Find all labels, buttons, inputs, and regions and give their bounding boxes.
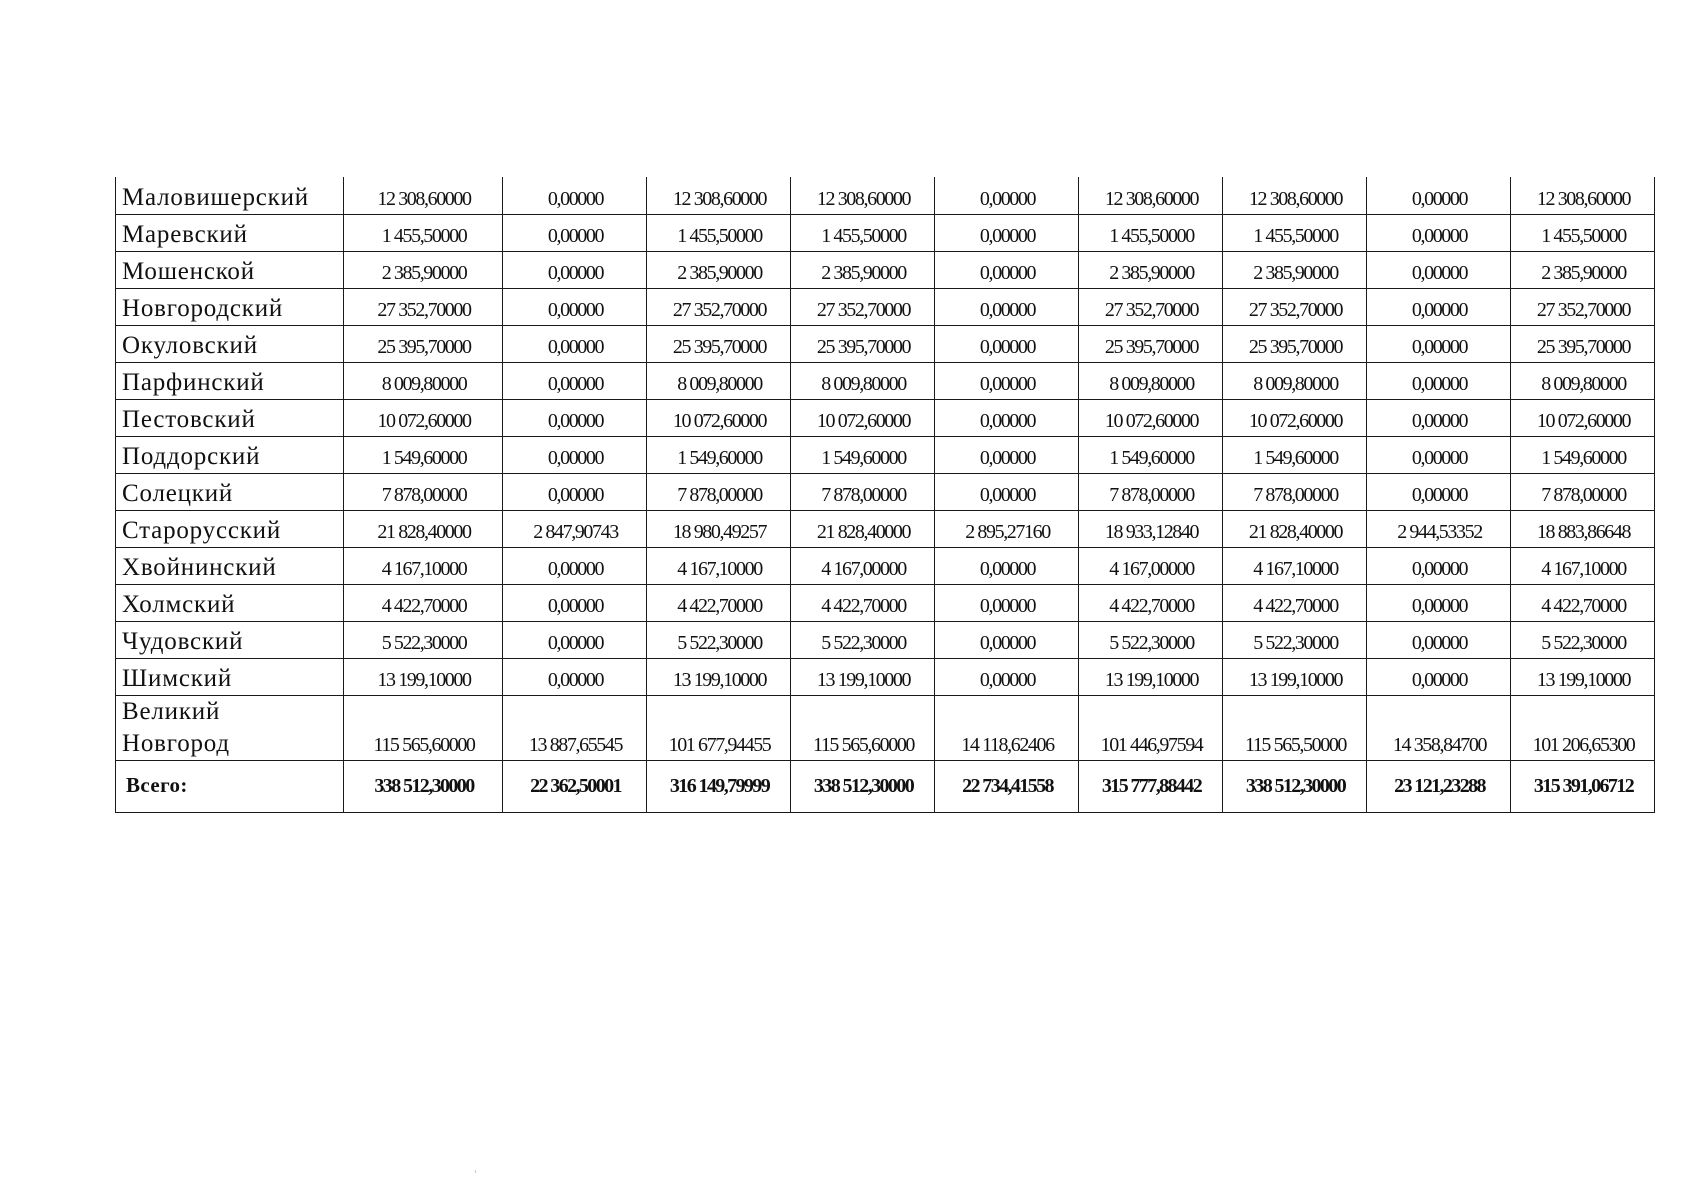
value-cell: 27 352,70000 (1511, 288, 1655, 325)
value-cell: 4 167,10000 (647, 547, 791, 584)
table-row (116, 288, 1655, 325)
value-cell: 4 422,70000 (344, 584, 503, 621)
table-row (116, 510, 1655, 547)
table-row (116, 325, 1655, 362)
district-name-line2: Новгород (122, 729, 230, 757)
total-value-cell: 316 149,79999 (647, 760, 791, 812)
value-cell: 4 167,00000 (791, 547, 935, 584)
value-cell: 4 167,10000 (1223, 547, 1367, 584)
value-cell: 4 167,10000 (344, 547, 503, 584)
value-cell: 27 352,70000 (791, 288, 935, 325)
value-cell: 0,00000 (1367, 214, 1511, 251)
district-name: Шимский (116, 658, 344, 695)
total-value-cell: 338 512,30000 (1223, 760, 1367, 812)
value-cell: 8 009,80000 (647, 362, 791, 399)
value-cell: 7 878,00000 (1223, 473, 1367, 510)
value-cell: 7 878,00000 (1511, 473, 1655, 510)
value-cell: 13 199,10000 (1223, 658, 1367, 695)
value-cell: 0,00000 (935, 473, 1079, 510)
district-name: Новгородский (116, 288, 344, 325)
value-cell: 2 385,90000 (647, 251, 791, 288)
value-cell: 12 308,60000 (1511, 177, 1655, 214)
value-cell: 0,00000 (935, 658, 1079, 695)
total-value-cell: 22 362,50001 (503, 760, 647, 812)
value-cell: 13 199,10000 (344, 658, 503, 695)
value-cell: 12 308,60000 (1223, 177, 1367, 214)
value-cell: 115 565,50000 (1223, 695, 1367, 760)
value-cell: 0,00000 (503, 658, 647, 695)
value-cell: 0,00000 (503, 325, 647, 362)
value-cell: 0,00000 (1367, 436, 1511, 473)
district-name: Маревский (116, 214, 344, 251)
value-cell: 0,00000 (1367, 658, 1511, 695)
value-cell: 2 385,90000 (1511, 251, 1655, 288)
district-name: Хвойнинский (116, 547, 344, 584)
value-cell: 0,00000 (503, 177, 647, 214)
value-cell: 2 944,53352 (1367, 510, 1511, 547)
value-cell: 1 549,60000 (344, 436, 503, 473)
value-cell: 0,00000 (935, 214, 1079, 251)
value-cell: 1 549,60000 (1223, 436, 1367, 473)
value-cell: 0,00000 (935, 436, 1079, 473)
value-cell: 25 395,70000 (344, 325, 503, 362)
table-row (116, 584, 1655, 621)
scan-speck (475, 1170, 476, 1173)
value-cell: 5 522,30000 (1511, 621, 1655, 658)
value-cell: 8 009,80000 (344, 362, 503, 399)
value-cell: 0,00000 (503, 362, 647, 399)
value-cell: 0,00000 (1367, 177, 1511, 214)
district-name: Мошенской (116, 251, 344, 288)
value-cell: 1 455,50000 (1079, 214, 1223, 251)
district-name-line1: Великий (122, 697, 221, 725)
value-cell: 4 167,10000 (1511, 547, 1655, 584)
value-cell: 0,00000 (935, 584, 1079, 621)
total-value-cell: 338 512,30000 (344, 760, 503, 812)
value-cell: 25 395,70000 (647, 325, 791, 362)
value-cell: 18 883,86648 (1511, 510, 1655, 547)
value-cell: 1 549,60000 (791, 436, 935, 473)
value-cell: 1 455,50000 (1223, 214, 1367, 251)
value-cell: 0,00000 (503, 399, 647, 436)
value-cell: 0,00000 (503, 621, 647, 658)
value-cell: 0,00000 (1367, 621, 1511, 658)
value-cell: 1 549,60000 (1511, 436, 1655, 473)
total-value-cell: 315 391,06712 (1511, 760, 1655, 812)
value-cell: 25 395,70000 (1079, 325, 1223, 362)
value-cell: 0,00000 (503, 251, 647, 288)
district-name: Чудовский (116, 621, 344, 658)
value-cell: 1 549,60000 (647, 436, 791, 473)
value-cell: 13 199,10000 (791, 658, 935, 695)
value-cell: 1 455,50000 (647, 214, 791, 251)
value-cell: 1 549,60000 (1079, 436, 1223, 473)
table-row (116, 251, 1655, 288)
value-cell: 10 072,60000 (647, 399, 791, 436)
value-cell: 4 422,70000 (1223, 584, 1367, 621)
value-cell: 0,00000 (1367, 325, 1511, 362)
table-row-total (116, 760, 1655, 812)
value-cell: 4 422,70000 (647, 584, 791, 621)
value-cell: 25 395,70000 (1511, 325, 1655, 362)
value-cell: 7 878,00000 (1079, 473, 1223, 510)
value-cell: 8 009,80000 (1079, 362, 1223, 399)
value-cell: 18 933,12840 (1079, 510, 1223, 547)
value-cell: 115 565,60000 (791, 695, 935, 760)
value-cell: 12 308,60000 (791, 177, 935, 214)
district-name: Холмский (116, 584, 344, 621)
value-cell: 0,00000 (935, 399, 1079, 436)
value-cell: 5 522,30000 (1223, 621, 1367, 658)
value-cell: 14 118,62406 (935, 695, 1079, 760)
value-cell: 0,00000 (935, 325, 1079, 362)
total-label: Всего: (116, 760, 344, 812)
district-name: Пестовский (116, 399, 344, 436)
value-cell: 0,00000 (1367, 584, 1511, 621)
value-cell: 0,00000 (1367, 473, 1511, 510)
total-value-cell: 22 734,41558 (935, 760, 1079, 812)
value-cell: 25 395,70000 (1223, 325, 1367, 362)
value-cell: 5 522,30000 (344, 621, 503, 658)
value-cell: 0,00000 (503, 473, 647, 510)
value-cell: 13 887,65545 (503, 695, 647, 760)
value-cell: 25 395,70000 (791, 325, 935, 362)
value-cell: 8 009,80000 (791, 362, 935, 399)
value-cell: 2 385,90000 (1079, 251, 1223, 288)
value-cell: 10 072,60000 (1223, 399, 1367, 436)
value-cell: 0,00000 (1367, 288, 1511, 325)
value-cell: 21 828,40000 (344, 510, 503, 547)
district-name: Парфинский (116, 362, 344, 399)
value-cell: 0,00000 (1367, 547, 1511, 584)
value-cell: 0,00000 (935, 177, 1079, 214)
table-row (116, 177, 1655, 214)
value-cell: 2 895,27160 (935, 510, 1079, 547)
value-cell: 0,00000 (503, 547, 647, 584)
value-cell: 2 385,90000 (344, 251, 503, 288)
table-body (116, 177, 1655, 812)
district-name (116, 695, 344, 760)
value-cell: 101 446,97594 (1079, 695, 1223, 760)
value-cell: 2 385,90000 (1223, 251, 1367, 288)
value-cell: 0,00000 (503, 288, 647, 325)
value-cell: 1 455,50000 (1511, 214, 1655, 251)
total-value-cell: 338 512,30000 (791, 760, 935, 812)
value-cell: 2 847,90743 (503, 510, 647, 547)
table-row (116, 399, 1655, 436)
table-row-city (116, 695, 1655, 760)
value-cell: 0,00000 (935, 621, 1079, 658)
value-cell: 10 072,60000 (344, 399, 503, 436)
value-cell: 27 352,70000 (647, 288, 791, 325)
district-name: Окуловский (116, 325, 344, 362)
value-cell: 7 878,00000 (344, 473, 503, 510)
value-cell: 8 009,80000 (1223, 362, 1367, 399)
value-cell: 0,00000 (935, 362, 1079, 399)
value-cell: 27 352,70000 (1223, 288, 1367, 325)
value-cell: 21 828,40000 (791, 510, 935, 547)
table-row (116, 547, 1655, 584)
district-name: Старорусский (116, 510, 344, 547)
value-cell: 12 308,60000 (1079, 177, 1223, 214)
value-cell: 1 455,50000 (344, 214, 503, 251)
value-cell: 0,00000 (935, 288, 1079, 325)
value-cell: 101 677,94455 (647, 695, 791, 760)
value-cell: 0,00000 (503, 214, 647, 251)
table-row (116, 658, 1655, 695)
value-cell: 12 308,60000 (344, 177, 503, 214)
value-cell: 5 522,30000 (791, 621, 935, 658)
table-row (116, 214, 1655, 251)
value-cell: 4 167,00000 (1079, 547, 1223, 584)
value-cell: 10 072,60000 (1079, 399, 1223, 436)
value-cell: 0,00000 (1367, 362, 1511, 399)
district-name: Солецкий (116, 473, 344, 510)
value-cell: 14 358,84700 (1367, 695, 1511, 760)
value-cell: 0,00000 (935, 251, 1079, 288)
value-cell: 7 878,00000 (791, 473, 935, 510)
value-cell: 0,00000 (1367, 399, 1511, 436)
table-row (116, 473, 1655, 510)
value-cell: 12 308,60000 (647, 177, 791, 214)
value-cell: 27 352,70000 (1079, 288, 1223, 325)
value-cell: 18 980,49257 (647, 510, 791, 547)
value-cell: 8 009,80000 (1511, 362, 1655, 399)
total-value-cell: 315 777,88442 (1079, 760, 1223, 812)
district-name: Маловишерский (116, 177, 344, 214)
value-cell: 5 522,30000 (647, 621, 791, 658)
district-name: Поддорский (116, 436, 344, 473)
value-cell: 0,00000 (503, 584, 647, 621)
table-row (116, 436, 1655, 473)
value-cell: 10 072,60000 (1511, 399, 1655, 436)
value-cell: 101 206,65300 (1511, 695, 1655, 760)
value-cell: 13 199,10000 (1511, 658, 1655, 695)
table-row (116, 362, 1655, 399)
value-cell: 21 828,40000 (1223, 510, 1367, 547)
value-cell: 115 565,60000 (344, 695, 503, 760)
table-row (116, 621, 1655, 658)
value-cell: 0,00000 (1367, 251, 1511, 288)
value-cell: 13 199,10000 (1079, 658, 1223, 695)
value-cell: 10 072,60000 (791, 399, 935, 436)
value-cell: 1 455,50000 (791, 214, 935, 251)
value-cell: 4 422,70000 (1079, 584, 1223, 621)
value-cell: 7 878,00000 (647, 473, 791, 510)
value-cell: 27 352,70000 (344, 288, 503, 325)
value-cell: 5 522,30000 (1079, 621, 1223, 658)
value-cell: 2 385,90000 (791, 251, 935, 288)
total-value-cell: 23 121,23288 (1367, 760, 1511, 812)
value-cell: 0,00000 (935, 547, 1079, 584)
value-cell: 13 199,10000 (647, 658, 791, 695)
budget-table (115, 177, 1655, 813)
value-cell: 0,00000 (503, 436, 647, 473)
value-cell: 4 422,70000 (791, 584, 935, 621)
value-cell: 4 422,70000 (1511, 584, 1655, 621)
